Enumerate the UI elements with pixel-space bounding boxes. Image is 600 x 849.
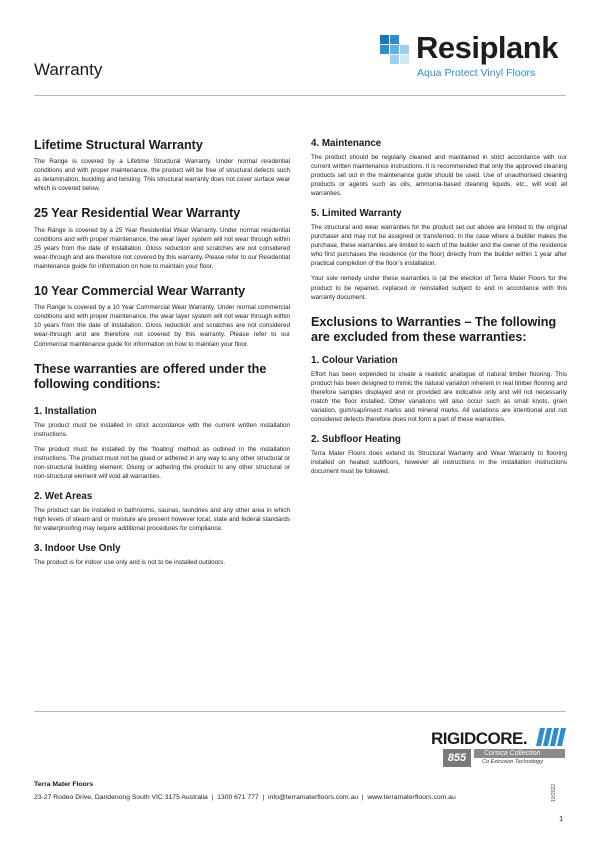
condition-body: The structural and wear warranties for the product set out above are limited to the original purchaser and may not be assigned or transferred. In the case where a builder makes the purchase, these warranties are limited to each of the builder and the owner of the residence who first purchases the residence (or the floor) directly from the builder within 1 year after practical completion of the floor’s installation. [311,223,567,268]
exclusion-body: Effort has been expended to create a realistic analogue of natural timber flooring. This product has been designed to mimic the natural variation inherent in real timber flooring and therefore samples displayed and or provided are indicative only and will not necessarily match the floor installed. Other variations will also occur such as small knots, grain variation, gum/sap/insect marks and mineral marks. All variations are intentional and not considered defects therefore does not form a part of these warranties. [311,370,567,424]
page-title: Warranty [34,60,103,79]
condition-body: The product must be installed by the ‘floating’ method as outlined in the installation instructions. The product must not be glued or adhered in any way to any other structural or non-structural building element. Gluing or adhering the product to any other structural or non-structural element will void all warranties. [34,445,290,481]
condition-title: 2. Wet Areas [34,491,93,503]
condition-body: The product is for indoor use only and is not to be installed outdoors. [34,558,226,566]
resiplank-mark-icon [380,35,410,65]
section-title: 25 Year Residential Wear Warranty [34,206,241,221]
section-title: 10 Year Commercial Wear Warranty [34,284,246,299]
condition-body: The product can be installed in bathrooms, saunas, laundries and any other area in which high levels of steam and or moisture are present however local, state and federal standards for waterproofing may require additional procedures for compliance. [34,506,290,533]
resiplank-logo [380,30,566,83]
exclusion-title: 2. Subfloor Heating [311,434,401,446]
exclusion-body: Terra Mater Floors does extend its Structural Warranty and Wear Warranty to flooring installed on heated subfloors, however all instructions in the installation instructions document must be followed. [311,450,567,476]
collection-name: Corsica Collection [474,749,565,758]
logo-subtitle: Aqua Protect Vinyl Floors [417,67,536,79]
footer-divider [34,711,566,712]
header-divider [34,95,566,96]
section-body: The Range is covered by a 25 Year Residential Wear Warranty. Under normal residential conditions and with proper maintenance, the wear layer system will not wear through within 25 years from the date of installation. Gloss reduction and scratches are not considered wear-through and are therefore not covered by this warranty. Please refer to our Residential maintenance guide for information on how to maintain your floor. [34,226,290,270]
footer-contact: 23-27 Rodeo Drive, Dandenong South VIC 3175 Australia | 1300 671 777 | info@terramaterfloors.com.au | www.terramaterfloors.com.au [34,794,456,801]
right-column [311,138,567,476]
rigidcore-stripes-icon [536,728,566,746]
conditions-heading: These warranties are offered under the following conditions: [34,361,267,391]
section-title: Lifetime Structural Warranty [34,138,203,152]
exclusion-title: 1. Colour Variation [311,354,398,366]
condition-title: 5. Limited Warranty [311,208,402,220]
condition-body: The product must be installed in strict accordance with the current written installation instructions. [34,421,290,438]
condition-body: The product should be regularly cleaned and maintained in strict accordance with our current written maintenance instructions. It is recommended that only the approved cleaning products set out in the maintenance guide should be used. Use of unauthorised cleaning products or agents such as oils, ammonia-based cleaning liquids, etc., will void all warranties. [311,153,567,198]
left-column [34,138,290,567]
section-body: The Range is covered by a 10 Year Commercial Wear Warranty. Under normal commercial conditions and with proper maintenance, the wear layer system will not wear through within 10 years from the date of installation. Gloss reduction and scratches are not considered wear-through and are therefore not covered by this warranty. Please refer to our Commercial maintenance guide for information on how to maintain your floor. [34,304,290,348]
document-code: 10/2022 [551,783,557,802]
page-number: 1 [559,814,564,823]
logo-name: Resiplank [416,30,558,65]
rigidcore-logo [430,727,566,771]
rigidcore-brand: RIGIDCORE. [431,729,528,748]
condition-title: 1. Installation [34,405,97,417]
section-body: The Range is covered by a Lifetime Structural Warranty. Under normal residential conditions and with proper maintenance, the product will be free of structural defects such as delamination, buckling and twisting. This structural warranty does not cover surface wear which is covered below. [34,158,290,193]
condition-title: 3. Indoor Use Only [34,543,121,555]
condition-title: 4. Maintenance [311,138,382,149]
exclusions-heading: Exclusions to Warranties – The following are excluded from these warranties: [311,314,557,344]
footer-company: Terra Mater Floors [34,781,94,788]
technology-name: Co Extrusion Technology [482,759,543,765]
condition-body: Your sole remedy under these warranties is (at the election of Terra Mater Floors for the product to be repaired, replaced or reinstalled subject to and in accordance with this warranty document. [311,275,567,301]
product-code-badge: 855 [443,749,471,767]
